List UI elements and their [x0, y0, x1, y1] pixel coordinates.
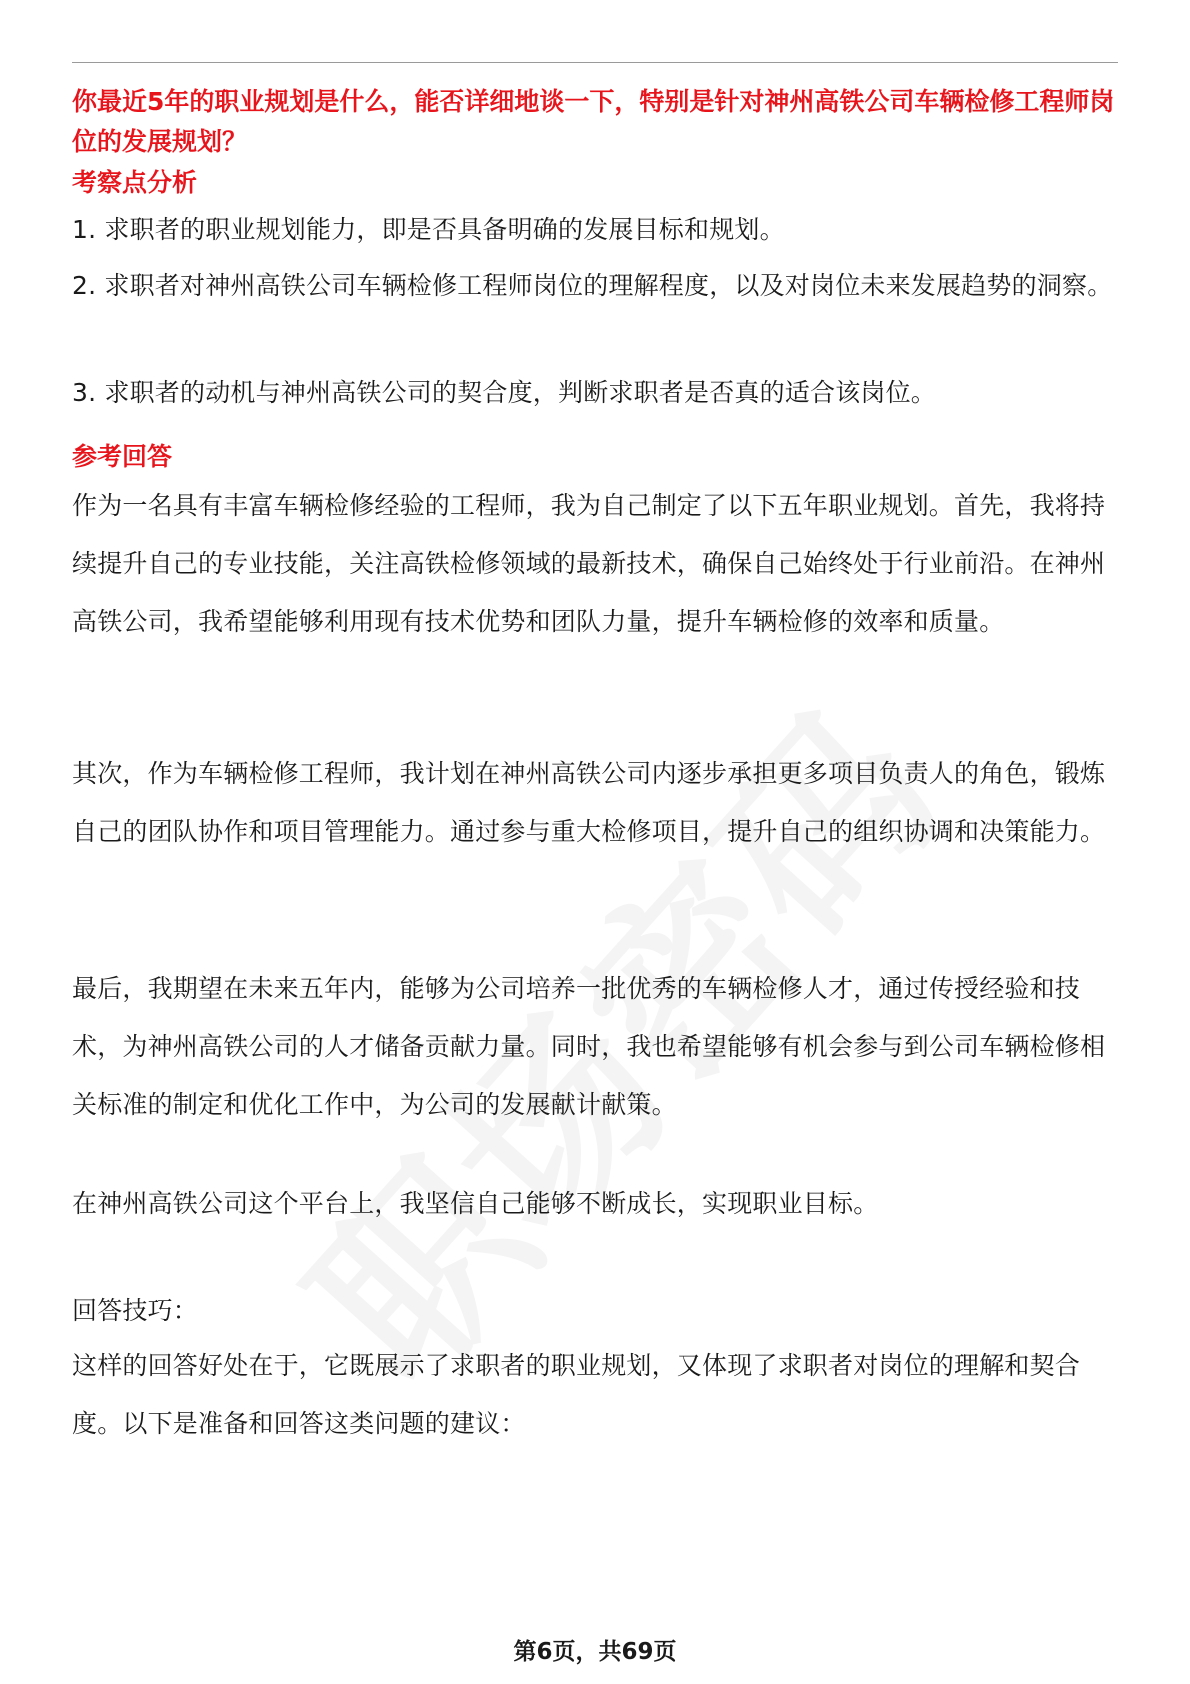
page-number: 第6页，共69页: [513, 1639, 677, 1665]
analysis-item-2: 2. 求职者对神州高铁公司车辆检修工程师岗位的理解程度，以及对岗位未来发展趋势的洞察。: [72, 271, 1113, 300]
question-title: 你最近5年的职业规划是什么，能否详细地谈一下，特别是针对神州高铁公司车辆检修工程师岗位的发展规划？: [72, 87, 1115, 156]
tips-text: 这样的回答好处在于，它既展示了求职者的职业规划，又体现了求职者对岗位的理解和契合度。以下是准备和回答这类问题的建议：: [72, 1351, 1081, 1438]
tips-label: 回答技巧：: [72, 1296, 199, 1325]
answer-heading: 参考回答: [72, 442, 173, 471]
analysis-item-3: 3. 求职者的动机与神州高铁公司的契合度，判断求职者是否真的适合该岗位。: [72, 378, 937, 407]
analysis-item-1: 1. 求职者的职业规划能力，即是否具备明确的发展目标和规划。: [72, 215, 785, 244]
answer-paragraph-2: 其次，作为车辆检修工程师，我计划在神州高铁公司内逐步承担更多项目负责人的角色，锻炼自己的团队协作和项目管理能力。通过参与重大检修项目，提升自己的组织协调和决策能力。: [72, 759, 1106, 846]
top-divider: [72, 62, 1118, 63]
answer-paragraph-4: 在神州高铁公司这个平台上，我坚信自己能够不断成长，实现职业目标。: [72, 1189, 879, 1218]
analysis-heading: 考察点分析: [72, 168, 198, 197]
answer-paragraph-1: 作为一名具有丰富车辆检修经验的工程师，我为自己制定了以下五年职业规划。首先，我将持续提升自己的专业技能，关注高铁检修领域的最新技术，确保自己始终处于行业前沿。在神州高铁公司，我希望能够利用现有技术优势和团队力量，提升车辆检修的效率和质量。: [72, 491, 1106, 636]
answer-paragraph-3: 最后，我期望在未来五年内，能够为公司培养一批优秀的车辆检修人才，通过传授经验和技术，为神州高铁公司的人才储备贡献力量。同时，我也希望能够有机会参与到公司车辆检修相关标准的制定和优化工作中，为公司的发展献计献策。: [72, 974, 1106, 1119]
